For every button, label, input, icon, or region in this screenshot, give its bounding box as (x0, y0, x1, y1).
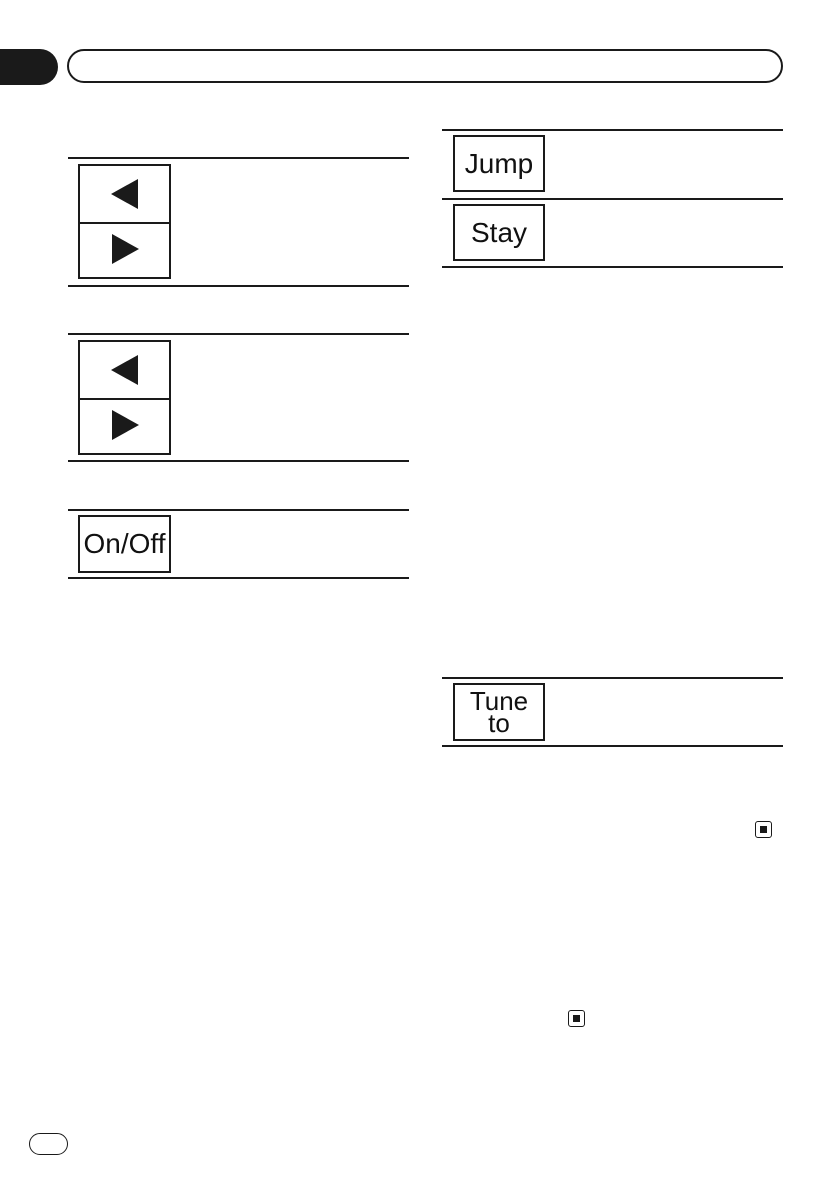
on-off-button[interactable]: On/Off (78, 515, 171, 573)
section-tab-marker (0, 49, 58, 85)
table-rule-bottom-right-2 (442, 745, 783, 747)
left-arrow-icon (108, 353, 142, 387)
table-rule-bottom-right-1 (442, 266, 783, 268)
right-arrow-button[interactable] (80, 222, 169, 278)
tune-to-label-line-1: Tune (469, 686, 529, 716)
right-arrow-icon (108, 408, 142, 442)
right-arrow-button[interactable] (80, 398, 169, 454)
stay-button[interactable]: Stay (453, 204, 545, 261)
left-arrow-button[interactable] (80, 166, 169, 224)
table-rule-bottom-3 (68, 577, 409, 579)
page-number-badge (29, 1133, 68, 1155)
table-rule-top-right-2 (442, 677, 783, 679)
end-of-section-icon (568, 1010, 585, 1027)
table-rule-top-3 (68, 509, 409, 511)
arrow-button-group-2 (78, 340, 171, 455)
table-rule-top-2 (68, 333, 409, 335)
tune-to-button[interactable] (453, 683, 545, 741)
arrow-button-group-1 (78, 164, 171, 279)
table-rule-mid-right (442, 198, 783, 200)
left-arrow-icon (108, 177, 142, 211)
table-rule-bottom-1 (68, 285, 409, 287)
tune-to-label-line-2: to (488, 708, 510, 738)
table-rule-top-1 (68, 157, 409, 159)
right-arrow-icon (108, 232, 142, 266)
table-rule-top-right-1 (442, 129, 783, 131)
end-of-section-icon (755, 821, 772, 838)
left-arrow-button[interactable] (80, 342, 169, 400)
header-title-bar (67, 49, 783, 83)
table-rule-bottom-2 (68, 460, 409, 462)
jump-button[interactable]: Jump (453, 135, 545, 192)
